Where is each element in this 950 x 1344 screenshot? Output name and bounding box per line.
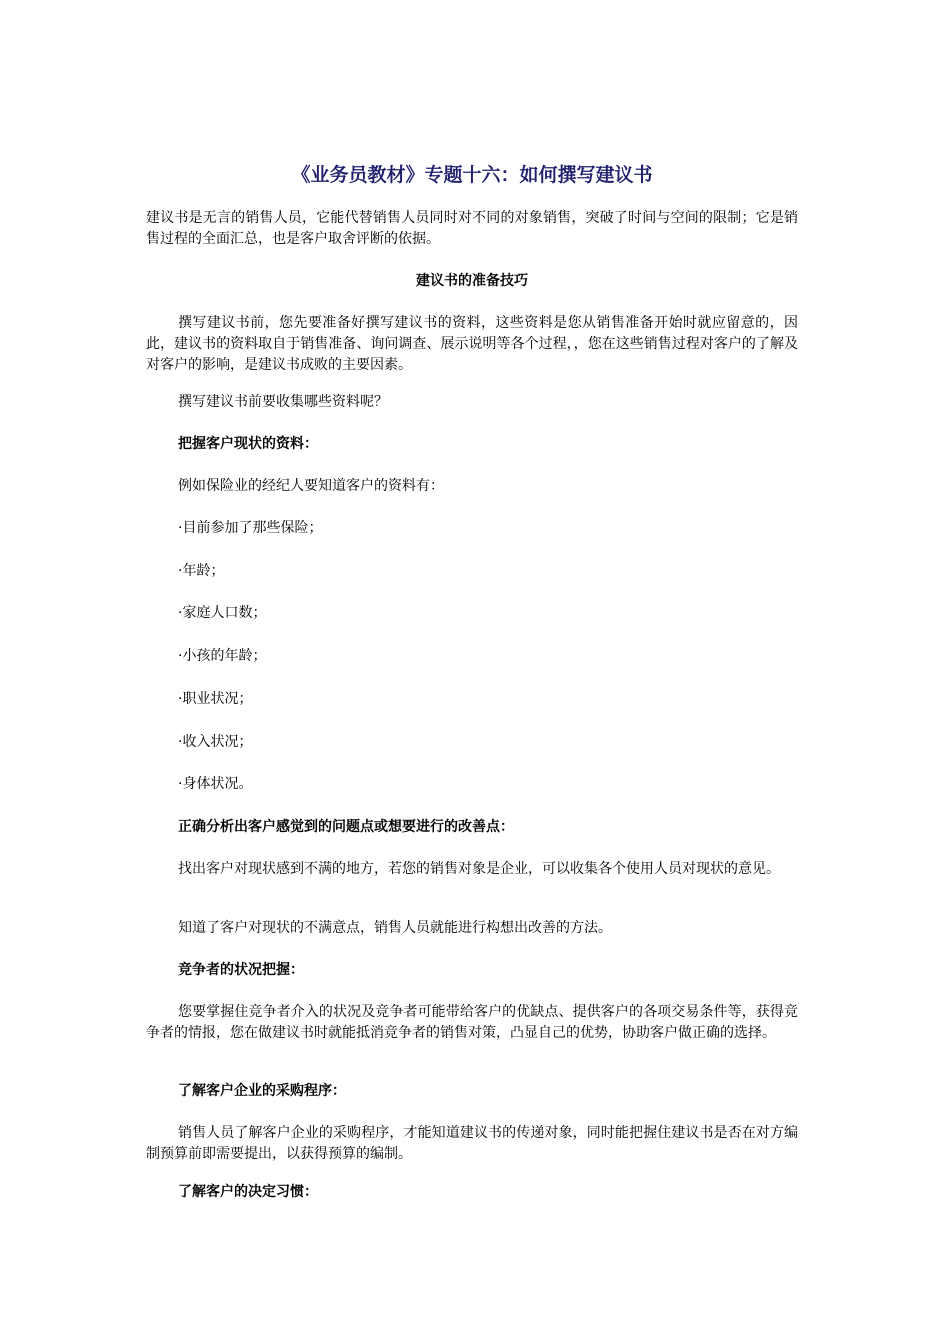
- list-item: ·职业状况；: [178, 691, 253, 707]
- list-item: ·收入状况；: [178, 734, 253, 750]
- procurement-paragraph: 销售人员了解客户企业的采购程序，才能知道建议书的传递对象，同时能把握住建议书是否在对方编制预算前即需要提出，以获得预算的编制。: [146, 1125, 798, 1162]
- document-title: 《业务员教材》专题十六：如何撰写建议书: [291, 164, 653, 186]
- heading-competitor: 竞争者的状况把握：: [178, 962, 304, 978]
- heading-decision-habits: 了解客户的决定习惯：: [178, 1184, 318, 1200]
- problem-paragraph-2: 知道了客户对现状的不满意点，销售人员就能进行构想出改善的方法。: [178, 920, 612, 936]
- example-paragraph: 例如保险业的经纪人要知道客户的资料有：: [178, 478, 444, 494]
- list-item: ·身体状况。: [178, 776, 253, 792]
- section-heading: 建议书的准备技巧: [416, 273, 528, 289]
- list-item: ·目前参加了那些保险；: [178, 520, 323, 536]
- intro-paragraph: 建议书是无言的销售人员，它能代替销售人员同时对不同的对象销售，突破了时间与空间的限制；它是销售过程的全面汇总，也是客户取舍评断的依据。: [146, 210, 798, 247]
- question-paragraph: 撰写建议书前要收集哪些资料呢？: [178, 394, 388, 410]
- heading-current-status: 把握客户现状的资料：: [178, 436, 318, 452]
- list-item: ·小孩的年龄；: [178, 648, 267, 664]
- heading-problem-points: 正确分析出客户感觉到的问题点或想要进行的改善点：: [178, 819, 514, 835]
- heading-procurement: 了解客户企业的采购程序：: [178, 1083, 346, 1099]
- prepare-paragraph: 撰写建议书前，您先要准备好撰写建议书的资料，这些资料是您从销售准备开始时就应留意的，因此，建议书的资料取自于销售准备、询问调查、展示说明等各个过程，，您在这些销售过程对客户的了解及对客户的影响，是建议书成败的主要因素。: [146, 315, 798, 373]
- competitor-paragraph: 您要掌握住竞争者介入的状况及竞争者可能带给客户的优缺点、提供客户的各项交易条件等，获得竞争者的情报，您在做建议书时就能抵消竞争者的销售对策，凸显自己的优势，协助客户做正确的选择。: [146, 1004, 798, 1041]
- list-item: ·年龄；: [178, 563, 225, 579]
- list-item: ·家庭人口数；: [178, 605, 267, 621]
- problem-paragraph-1: 找出客户对现状感到不满的地方，若您的销售对象是企业，可以收集各个使用人员对现状的意见。: [178, 861, 780, 877]
